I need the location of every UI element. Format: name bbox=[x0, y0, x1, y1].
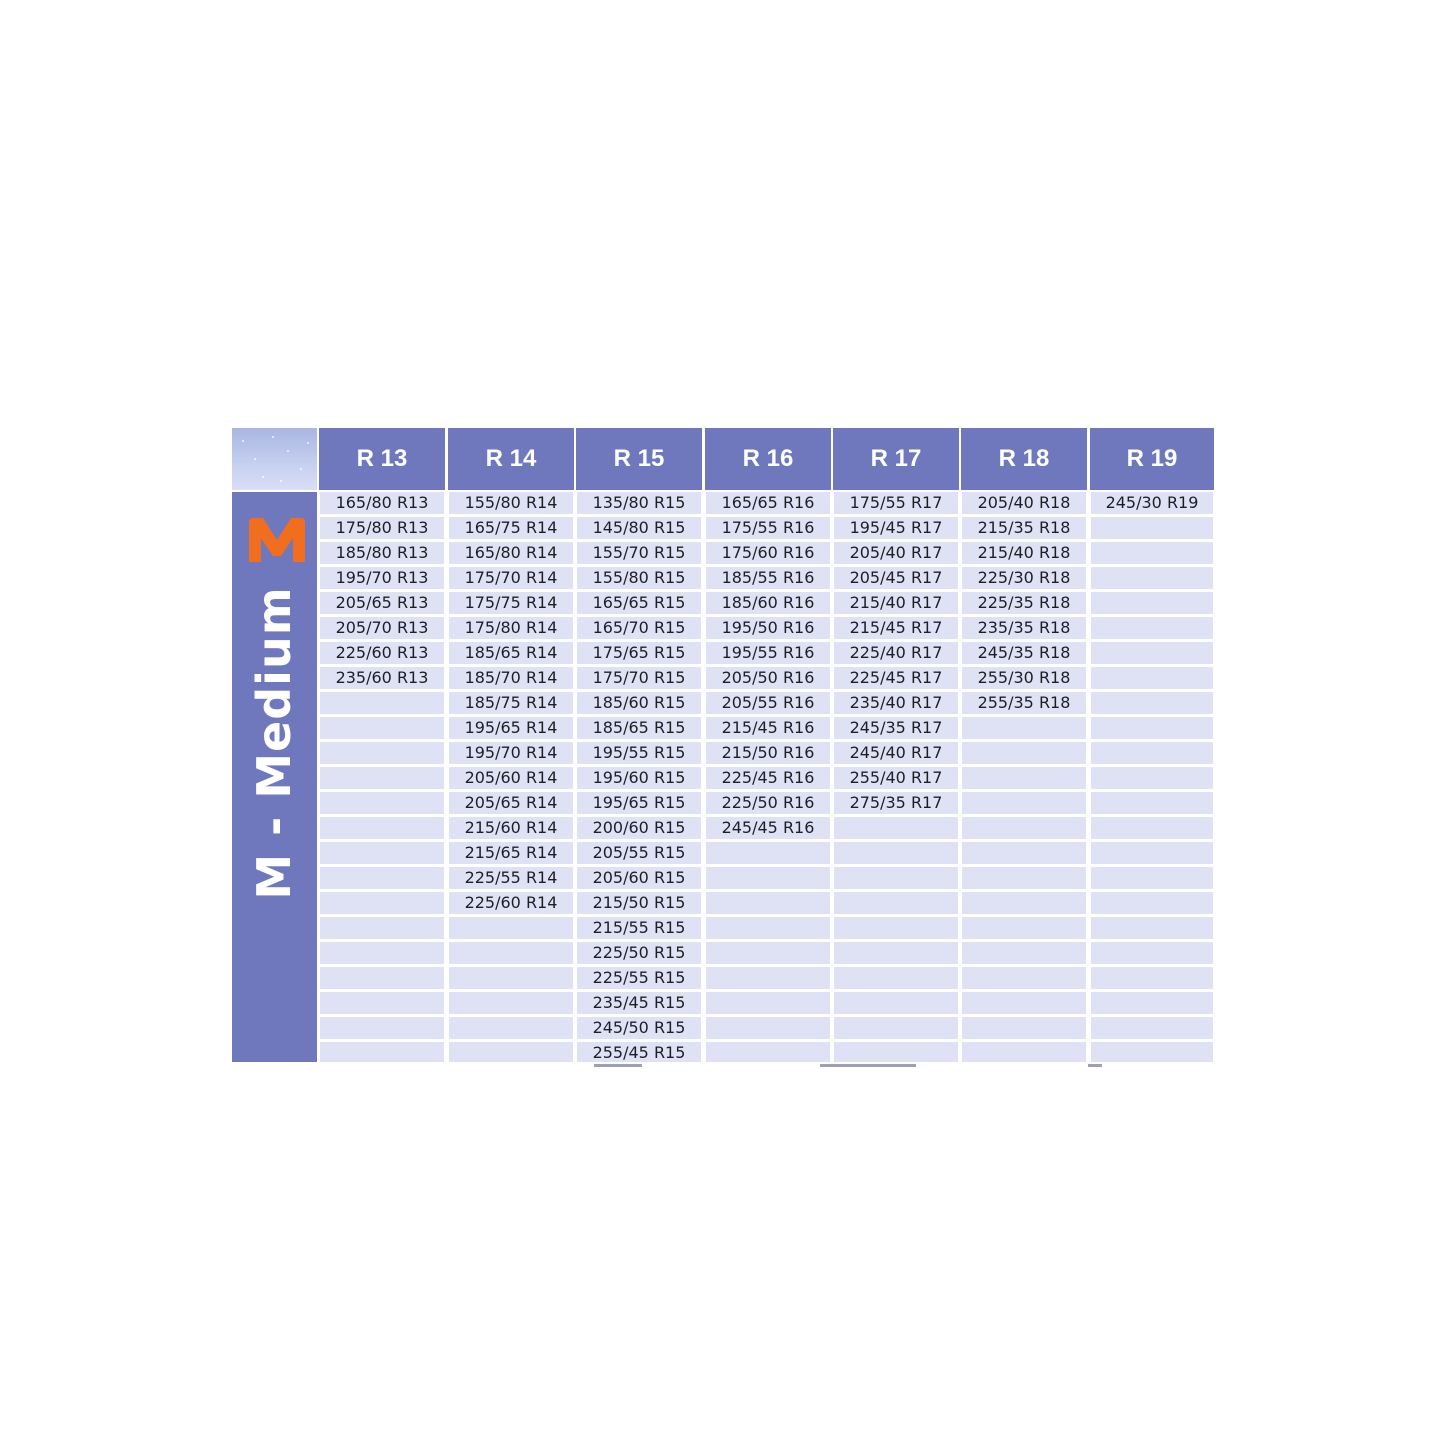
tire-size-cell: 155/80 R14 bbox=[464, 493, 558, 512]
tire-size-cell: 195/55 R16 bbox=[721, 643, 815, 662]
tire-size-cell: 225/40 R17 bbox=[849, 643, 943, 662]
tire-size-cell: 275/35 R17 bbox=[849, 793, 943, 812]
tire-size-cell: 195/65 R15 bbox=[592, 793, 686, 812]
size-column-r17 bbox=[834, 492, 958, 1062]
tire-size-cell: 165/65 R16 bbox=[721, 493, 815, 512]
tire-size-cell: 175/80 R14 bbox=[464, 618, 558, 637]
tire-size-cell: 195/50 R16 bbox=[721, 618, 815, 637]
scrap-mark bbox=[594, 1064, 642, 1067]
tire-size-cell: 225/55 R15 bbox=[592, 968, 686, 987]
tire-size-cell: 195/70 R13 bbox=[335, 568, 429, 587]
tire-size-cell: 175/70 R15 bbox=[592, 668, 686, 687]
tire-size-cell: 225/50 R15 bbox=[592, 943, 686, 962]
m-logo-icon bbox=[245, 512, 309, 568]
tire-size-cell: 205/55 R16 bbox=[721, 693, 815, 712]
tire-size-cell: 215/65 R14 bbox=[464, 843, 558, 862]
scrap-mark bbox=[1088, 1064, 1102, 1067]
tire-size-cell: 245/50 R15 bbox=[592, 1018, 686, 1037]
tire-size-cell: 225/60 R14 bbox=[464, 893, 558, 912]
tire-size-cell: 215/45 R17 bbox=[849, 618, 943, 637]
tire-size-table bbox=[232, 428, 1214, 1062]
column-headers bbox=[232, 428, 1214, 490]
column-header-r16: R 16 bbox=[705, 428, 831, 490]
tire-size-cell: 235/35 R18 bbox=[977, 618, 1071, 637]
tire-size-cell: 175/80 R13 bbox=[335, 518, 429, 537]
size-column-r19 bbox=[1091, 492, 1213, 1062]
tire-size-cell: 205/70 R13 bbox=[335, 618, 429, 637]
tire-size-cell: 165/75 R14 bbox=[464, 518, 558, 537]
tire-size-cell: 205/60 R14 bbox=[464, 768, 558, 787]
size-column-r14 bbox=[449, 492, 573, 1062]
tire-size-cell: 245/35 R18 bbox=[977, 643, 1071, 662]
tire-size-cell: 205/40 R18 bbox=[977, 493, 1071, 512]
tire-size-cell: 215/60 R14 bbox=[464, 818, 558, 837]
tire-size-cell: 205/65 R14 bbox=[464, 793, 558, 812]
tire-size-cell: 205/40 R17 bbox=[849, 543, 943, 562]
tire-size-cell: 215/40 R17 bbox=[849, 593, 943, 612]
tire-size-cell: 185/65 R15 bbox=[592, 718, 686, 737]
tire-size-cell: 165/80 R14 bbox=[464, 543, 558, 562]
tire-size-cell: 225/50 R16 bbox=[721, 793, 815, 812]
tire-size-cell: 185/65 R14 bbox=[464, 643, 558, 662]
tire-size-cell: 165/70 R15 bbox=[592, 618, 686, 637]
tire-size-cell: 195/55 R15 bbox=[592, 743, 686, 762]
tire-size-cell: 165/65 R15 bbox=[592, 593, 686, 612]
tire-size-cell: 195/70 R14 bbox=[464, 743, 558, 762]
tire-size-cell: 175/75 R14 bbox=[464, 593, 558, 612]
size-column-r18 bbox=[962, 492, 1086, 1062]
tire-size-cell: 215/55 R15 bbox=[592, 918, 686, 937]
tire-size-cell: 205/55 R15 bbox=[592, 843, 686, 862]
tire-size-cell: 195/60 R15 bbox=[592, 768, 686, 787]
tire-size-cell: 235/45 R15 bbox=[592, 993, 686, 1012]
tire-size-cell: 175/60 R16 bbox=[721, 543, 815, 562]
tire-size-cell: 185/75 R14 bbox=[464, 693, 558, 712]
tire-size-cell: 155/70 R15 bbox=[592, 543, 686, 562]
column-header-r17: R 17 bbox=[833, 428, 959, 490]
tire-size-cell: 145/80 R15 bbox=[592, 518, 686, 537]
tire-size-cell: 225/55 R14 bbox=[464, 868, 558, 887]
tire-size-cell: 225/35 R18 bbox=[977, 593, 1071, 612]
size-column-r15 bbox=[577, 492, 701, 1062]
tire-size-cell: 255/45 R15 bbox=[592, 1043, 686, 1062]
tire-size-cell: 195/45 R17 bbox=[849, 518, 943, 537]
tire-size-cell: 195/65 R14 bbox=[464, 718, 558, 737]
tire-size-cell: 225/60 R13 bbox=[335, 643, 429, 662]
tire-size-cell: 255/30 R18 bbox=[977, 668, 1071, 687]
size-grid bbox=[317, 492, 1214, 1062]
tire-size-cell: 235/60 R13 bbox=[335, 668, 429, 687]
column-header-r15: R 15 bbox=[576, 428, 702, 490]
tire-size-cell: 215/35 R18 bbox=[977, 518, 1071, 537]
tire-size-cell: 135/80 R15 bbox=[592, 493, 686, 512]
tire-size-cell: 215/40 R18 bbox=[977, 543, 1071, 562]
tire-size-cell: 215/50 R15 bbox=[592, 893, 686, 912]
size-column-r16 bbox=[706, 492, 830, 1062]
tire-size-cell: 175/55 R17 bbox=[849, 493, 943, 512]
column-header-r13: R 13 bbox=[319, 428, 445, 490]
tire-size-cell: 165/80 R13 bbox=[335, 493, 429, 512]
tire-size-cell: 205/60 R15 bbox=[592, 868, 686, 887]
tire-size-cell: 205/45 R17 bbox=[849, 568, 943, 587]
tire-size-cell: 225/45 R16 bbox=[721, 768, 815, 787]
tire-size-cell: 185/80 R13 bbox=[335, 543, 429, 562]
tire-size-cell: 185/60 R16 bbox=[721, 593, 815, 612]
tire-size-cell: 225/45 R17 bbox=[849, 668, 943, 687]
tire-size-cell: 175/70 R14 bbox=[464, 568, 558, 587]
tire-size-cell: 175/65 R15 bbox=[592, 643, 686, 662]
size-column-r13 bbox=[320, 492, 444, 1062]
tire-size-cell: 245/30 R19 bbox=[1105, 493, 1199, 512]
size-category-sidebar bbox=[232, 492, 317, 1062]
tire-size-cell: 215/45 R16 bbox=[721, 718, 815, 737]
tire-size-cell: 225/30 R18 bbox=[977, 568, 1071, 587]
tire-size-cell: 255/40 R17 bbox=[849, 768, 943, 787]
tire-size-cell: 175/55 R16 bbox=[721, 518, 815, 537]
tire-size-cell: 185/55 R16 bbox=[721, 568, 815, 587]
tire-size-cell: 245/40 R17 bbox=[849, 743, 943, 762]
tire-size-cell: 185/60 R15 bbox=[592, 693, 686, 712]
column-header-r14: R 14 bbox=[448, 428, 574, 490]
tire-size-cell: 185/70 R14 bbox=[464, 668, 558, 687]
m-logo-glyph bbox=[247, 516, 307, 564]
tire-size-cell: 255/35 R18 bbox=[977, 693, 1071, 712]
scrap-mark bbox=[820, 1064, 916, 1067]
tire-size-cell: 215/50 R16 bbox=[721, 743, 815, 762]
tire-size-cell: 155/80 R15 bbox=[592, 568, 686, 587]
size-category-label: M - Medium bbox=[247, 586, 301, 900]
tire-size-cell: 205/65 R13 bbox=[335, 593, 429, 612]
tire-size-cell: 205/50 R16 bbox=[721, 668, 815, 687]
tire-size-cell: 200/60 R15 bbox=[592, 818, 686, 837]
column-header-r19: R 19 bbox=[1090, 428, 1214, 490]
tire-size-cell: 245/45 R16 bbox=[721, 818, 815, 837]
tire-size-cell: 245/35 R17 bbox=[849, 718, 943, 737]
tire-size-cell: 235/40 R17 bbox=[849, 693, 943, 712]
column-header-r18: R 18 bbox=[961, 428, 1087, 490]
